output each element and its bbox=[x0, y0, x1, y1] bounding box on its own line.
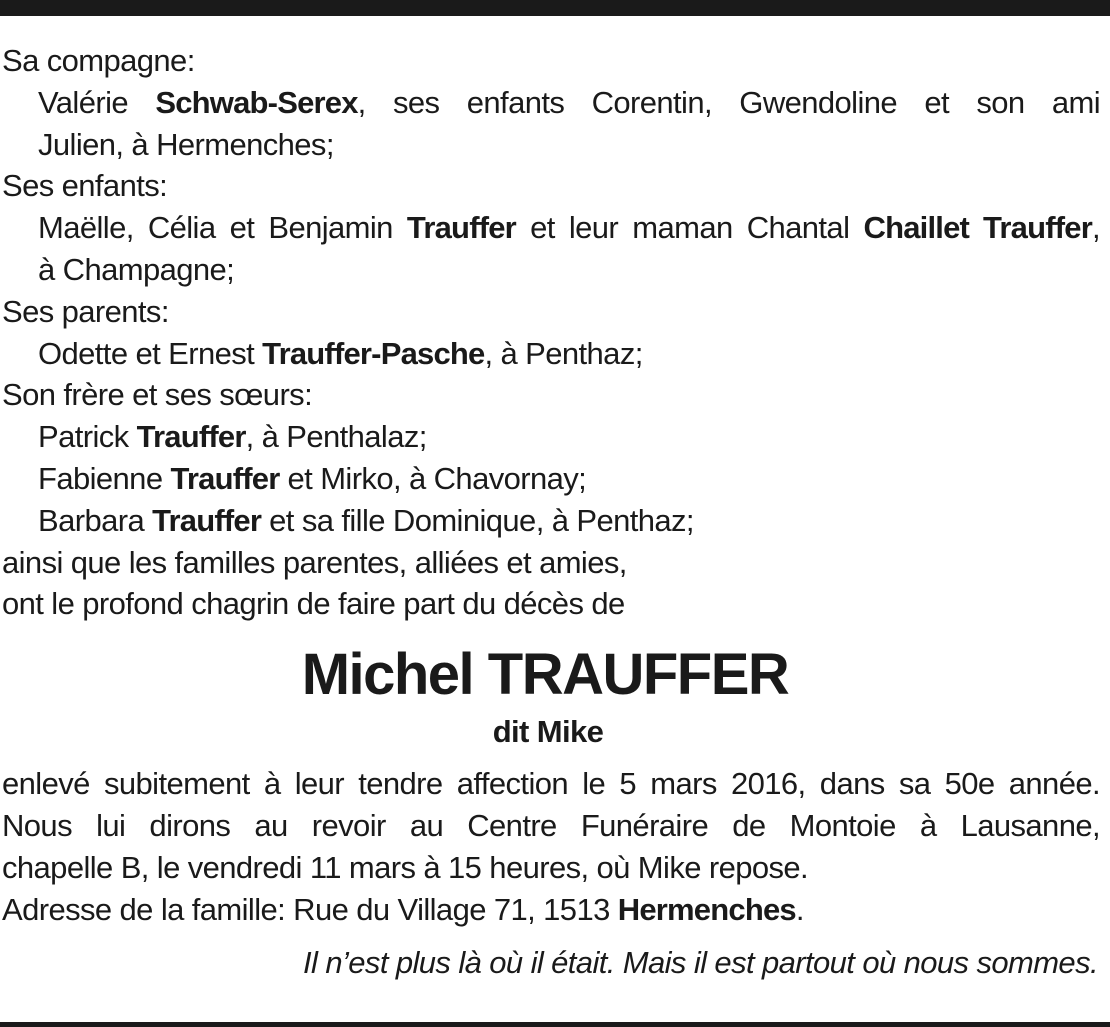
family-name: Trauffer bbox=[170, 460, 280, 496]
text-fragment: et Mirko, à Chavornay; bbox=[279, 460, 587, 496]
family-name: Trauffer bbox=[152, 502, 262, 538]
text-fragment: Barbara bbox=[38, 502, 153, 538]
text-fragment: Odette et Ernest bbox=[38, 335, 263, 371]
text-fragment: . bbox=[795, 891, 804, 927]
family-name: Chaillet Trauffer bbox=[863, 210, 1092, 246]
text-fragment: Adresse de la famille: Rue du Village 71, 1513 bbox=[2, 891, 618, 927]
partner-line-continued: Julien, à Hermenches; bbox=[38, 126, 334, 162]
section-heading-siblings: Son frère et ses sœurs: bbox=[2, 377, 313, 413]
text-fragment: Fabienne bbox=[38, 460, 171, 496]
sibling-line bbox=[2, 416, 1100, 458]
address-town: Hermenches bbox=[617, 891, 796, 927]
detail-line: enlevé subitement à leur tendre affection le 5 mars 2016, dans sa 50e année. bbox=[2, 766, 1100, 802]
sibling-line bbox=[2, 458, 1100, 500]
parents-line bbox=[2, 333, 1100, 375]
bottom-border-rule bbox=[0, 1022, 1110, 1027]
text-fragment: et leur maman Chantal bbox=[515, 210, 864, 246]
sibling-line bbox=[2, 500, 1100, 542]
partner-line bbox=[2, 82, 1100, 124]
detail-line: chapelle B, le vendredi 11 mars à 15 heures, où Mike repose. bbox=[2, 849, 809, 885]
family-name: Trauffer-Pasche bbox=[262, 335, 485, 371]
text-fragment: , à Penthaz; bbox=[484, 335, 643, 371]
children-line bbox=[2, 207, 1100, 249]
detail-line: Nous lui dirons au revoir au Centre Funéraire de Montoie à Lausanne, bbox=[2, 807, 1100, 843]
deceased-nickname: dit Mike bbox=[492, 714, 604, 750]
section-heading-partner: Sa compagne: bbox=[2, 43, 195, 78]
text-fragment: Maëlle, Célia et Benjamin bbox=[38, 210, 407, 246]
section-heading-parents: Ses parents: bbox=[2, 293, 169, 329]
text-fragment: Valérie bbox=[38, 84, 156, 120]
death-notice bbox=[2, 40, 1100, 984]
memorial-quote: Il n’est plus là où il était. Mais il est partout où nous sommes. bbox=[303, 945, 1098, 981]
top-border-rule bbox=[0, 0, 1110, 16]
family-name: Trauffer bbox=[136, 419, 246, 455]
family-address bbox=[2, 889, 1100, 931]
text-fragment: Patrick bbox=[38, 419, 137, 455]
children-line-continued: à Champagne; bbox=[38, 251, 235, 287]
closing-line: ainsi que les familles parentes, alliées et amies, bbox=[2, 544, 627, 580]
text-fragment: , ses enfants Corentin, Gwendoline et son ami bbox=[357, 84, 1100, 120]
text-fragment: et sa fille Dominique, à Penthaz; bbox=[261, 502, 694, 538]
deceased-name: Michel TRAUFFER bbox=[301, 642, 789, 708]
section-heading-children: Ses enfants: bbox=[2, 168, 168, 204]
closing-line: ont le profond chagrin de faire part du décès de bbox=[2, 586, 625, 622]
text-fragment: , à Penthalaz; bbox=[245, 419, 427, 455]
family-name: Schwab-Serex bbox=[155, 84, 358, 120]
family-name: Trauffer bbox=[406, 210, 516, 246]
text-fragment: , bbox=[1091, 210, 1100, 246]
